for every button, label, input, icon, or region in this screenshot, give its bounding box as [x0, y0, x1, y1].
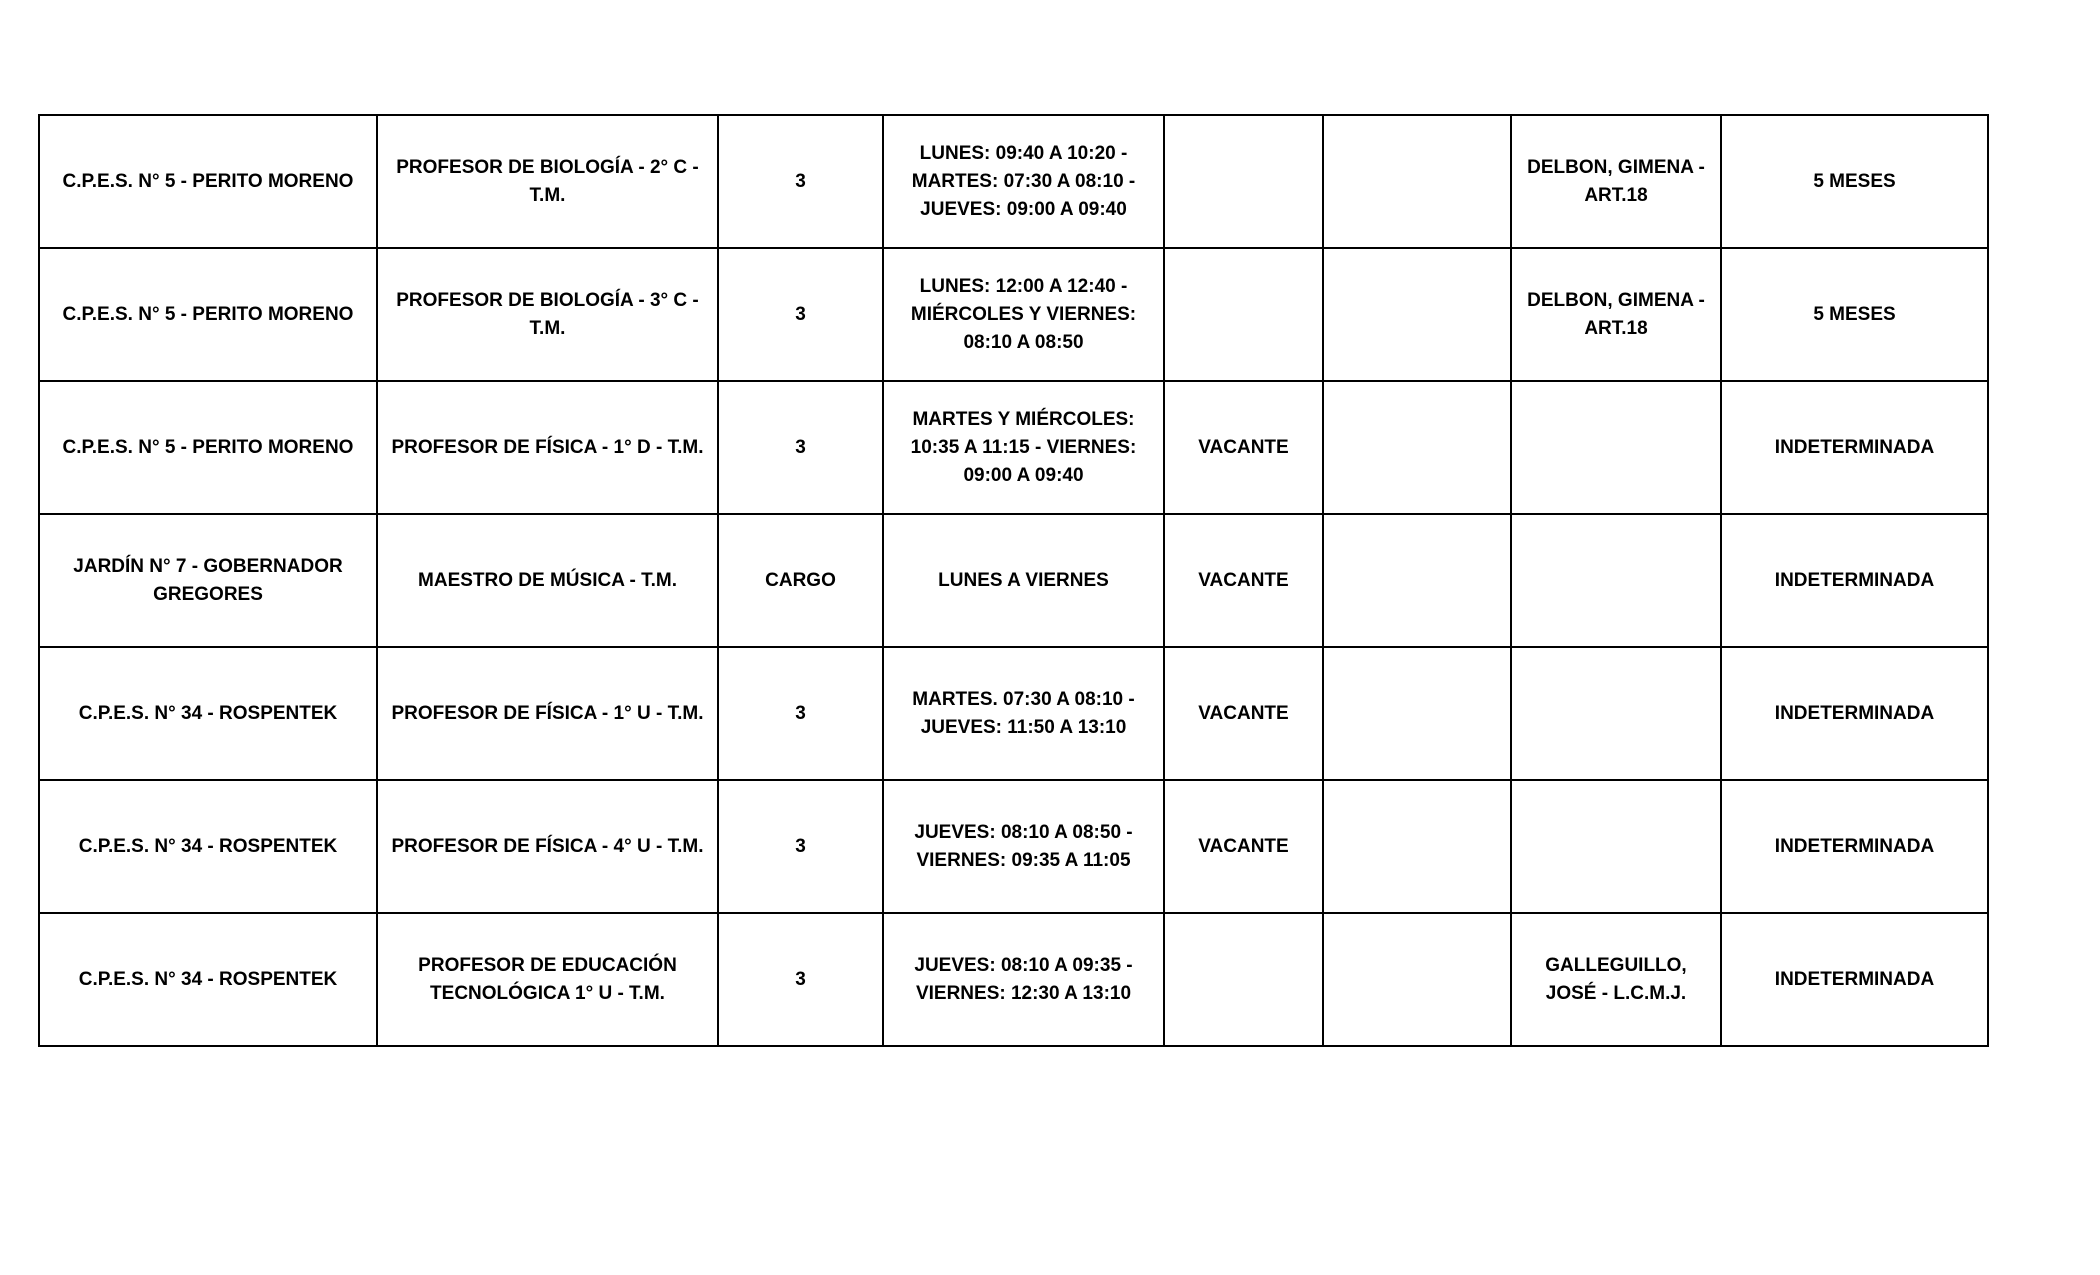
- status-cell: [1164, 115, 1323, 248]
- empty-cell: [1323, 780, 1511, 913]
- schedule-cell: LUNES: 09:40 A 10:20 - MARTES: 07:30 A 08:10 - JUEVES: 09:00 A 09:40: [883, 115, 1164, 248]
- empty-cell: [1323, 381, 1511, 514]
- hours-cell: 3: [718, 115, 883, 248]
- position-cell: PROFESOR DE FÍSICA - 1° U - T.M.: [377, 647, 718, 780]
- school-cell: C.P.E.S. N° 34 - ROSPENTEK: [39, 647, 377, 780]
- table-row: [39, 647, 1988, 780]
- holder-cell: [1511, 514, 1721, 647]
- empty-cell: [1323, 913, 1511, 1046]
- hours-cell: 3: [718, 780, 883, 913]
- position-cell: MAESTRO DE MÚSICA - T.M.: [377, 514, 718, 647]
- positions-table: [38, 114, 1989, 1047]
- status-cell: [1164, 248, 1323, 381]
- empty-cell: [1323, 248, 1511, 381]
- schedule-cell: MARTES Y MIÉRCOLES: 10:35 A 11:15 - VIERNES: 09:00 A 09:40: [883, 381, 1164, 514]
- holder-cell: [1511, 647, 1721, 780]
- status-cell: [1164, 913, 1323, 1046]
- school-cell: C.P.E.S. N° 34 - ROSPENTEK: [39, 780, 377, 913]
- holder-cell: DELBON, GIMENA - ART.18: [1511, 115, 1721, 248]
- duration-cell: 5 MESES: [1721, 115, 1988, 248]
- empty-cell: [1323, 647, 1511, 780]
- holder-cell: GALLEGUILLO, JOSÉ - L.C.M.J.: [1511, 913, 1721, 1046]
- schedule-cell: JUEVES: 08:10 A 09:35 - VIERNES: 12:30 A 13:10: [883, 913, 1164, 1046]
- schedule-cell: LUNES: 12:00 A 12:40 - MIÉRCOLES Y VIERNES: 08:10 A 08:50: [883, 248, 1164, 381]
- hours-cell: 3: [718, 248, 883, 381]
- hours-cell: 3: [718, 913, 883, 1046]
- table-row: [39, 248, 1988, 381]
- schedule-cell: MARTES. 07:30 A 08:10 - JUEVES: 11:50 A 13:10: [883, 647, 1164, 780]
- duration-cell: INDETERMINADA: [1721, 780, 1988, 913]
- schedule-cell: JUEVES: 08:10 A 08:50 - VIERNES: 09:35 A 11:05: [883, 780, 1164, 913]
- school-cell: C.P.E.S. N° 5 - PERITO MORENO: [39, 381, 377, 514]
- table-row: [39, 514, 1988, 647]
- duration-cell: 5 MESES: [1721, 248, 1988, 381]
- hours-cell: 3: [718, 647, 883, 780]
- position-cell: PROFESOR DE FÍSICA - 4° U - T.M.: [377, 780, 718, 913]
- holder-cell: [1511, 780, 1721, 913]
- table-row: [39, 381, 1988, 514]
- position-cell: PROFESOR DE BIOLOGÍA - 2° C - T.M.: [377, 115, 718, 248]
- duration-cell: INDETERMINADA: [1721, 514, 1988, 647]
- table-row: [39, 780, 1988, 913]
- status-cell: VACANTE: [1164, 647, 1323, 780]
- table-row: [39, 913, 1988, 1046]
- holder-cell: [1511, 381, 1721, 514]
- hours-cell: CARGO: [718, 514, 883, 647]
- status-cell: VACANTE: [1164, 381, 1323, 514]
- holder-cell: DELBON, GIMENA - ART.18: [1511, 248, 1721, 381]
- position-cell: PROFESOR DE BIOLOGÍA - 3° C - T.M.: [377, 248, 718, 381]
- table-row: [39, 115, 1988, 248]
- empty-cell: [1323, 514, 1511, 647]
- school-cell: C.P.E.S. N° 5 - PERITO MORENO: [39, 115, 377, 248]
- duration-cell: INDETERMINADA: [1721, 381, 1988, 514]
- status-cell: VACANTE: [1164, 514, 1323, 647]
- empty-cell: [1323, 115, 1511, 248]
- school-cell: C.P.E.S. N° 5 - PERITO MORENO: [39, 248, 377, 381]
- duration-cell: INDETERMINADA: [1721, 647, 1988, 780]
- position-cell: PROFESOR DE FÍSICA - 1° D - T.M.: [377, 381, 718, 514]
- position-cell: PROFESOR DE EDUCACIÓN TECNOLÓGICA 1° U - T.M.: [377, 913, 718, 1046]
- table-body: [39, 115, 1988, 1046]
- hours-cell: 3: [718, 381, 883, 514]
- duration-cell: INDETERMINADA: [1721, 913, 1988, 1046]
- status-cell: VACANTE: [1164, 780, 1323, 913]
- school-cell: C.P.E.S. N° 34 - ROSPENTEK: [39, 913, 377, 1046]
- school-cell: JARDÍN N° 7 - GOBERNADOR GREGORES: [39, 514, 377, 647]
- schedule-cell: LUNES A VIERNES: [883, 514, 1164, 647]
